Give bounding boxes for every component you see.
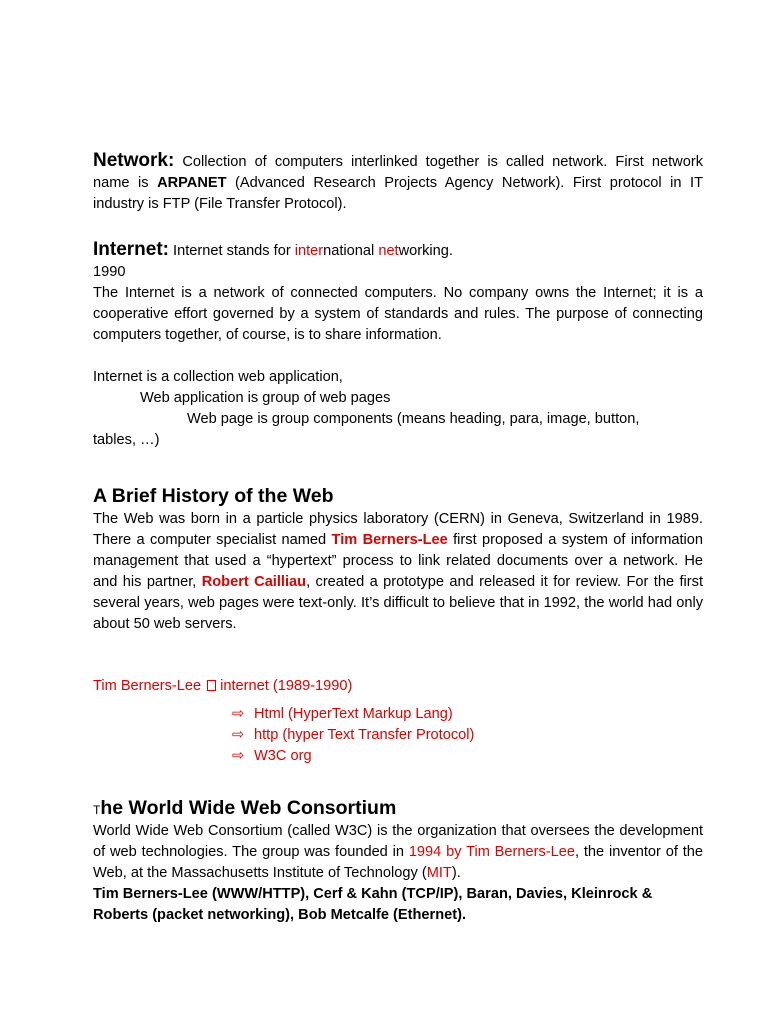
internet-line-1: Internet is a collection web application, [93, 369, 343, 385]
history-text-3: , created a prototype and released it for review. For the first several years, web pages were text-only. It’s difficult to believe that in 1992, the world had only about 50 web servers. [93, 574, 703, 632]
w3c-heading-t: T [93, 803, 101, 817]
arrow-right-icon: ⇨ [232, 748, 245, 764]
network-paragraph [93, 150, 703, 215]
timeline-name: Tim Berners-Lee [93, 678, 202, 694]
internet-intro: Internet stands for [169, 243, 295, 259]
national-text: national [323, 243, 379, 259]
arrow-right-icon: ⇨ [232, 706, 245, 722]
timeline-line [93, 676, 703, 697]
internet-line-3: Web page is group components (means heading, para, image, button, [187, 411, 640, 427]
missing-glyph-icon [207, 680, 216, 691]
network-heading: Network: [93, 150, 175, 171]
tbl-name: Tim Berners-Lee [331, 532, 448, 548]
internet-line-4: tables, …) [93, 432, 160, 448]
arrow-right-icon: ⇨ [232, 727, 245, 743]
w3c-paragraph [93, 821, 703, 884]
timeline-text: internet (1989-1990) [220, 678, 353, 694]
working-text: working. [398, 243, 453, 259]
history-text-2: first proposed a system of information management that used a “hypertext” process to link related documents over a network. He and his partner, [93, 532, 704, 590]
internet-heading: Internet: [93, 239, 169, 260]
w3c-text-1: World Wide Web Consortium (called W3C) is the organization that oversees the development of web technologies. The group was founded in [93, 823, 703, 860]
history-list [232, 704, 474, 767]
w3c-heading-rest: he World Wide Web Consortium [100, 797, 397, 819]
net-highlight: net [378, 243, 399, 259]
list-item [232, 704, 474, 725]
w3c-text-3: ). [451, 865, 461, 881]
internet-heading-line [93, 239, 703, 262]
w3c-founded: 1994 by Tim Berners-Lee [408, 844, 575, 860]
network-text-2: (Advanced Research Projects Agency Network). First protocol in IT industry is FTP (File Transfer Protocol). [93, 175, 704, 212]
list-item [232, 746, 474, 767]
list-item-text: http (hyper Text Transfer Protocol) [254, 727, 475, 743]
rc-name: Robert Cailliau [201, 574, 307, 590]
arpanet-term: ARPANET [157, 175, 227, 191]
inter-highlight: inter [294, 243, 324, 259]
list-item-text: W3C org [254, 748, 312, 764]
list-item-text: Html (HyperText Markup Lang) [254, 706, 453, 722]
history-text-1: The Web was born in a particle physics laboratory (CERN) in Geneva, Switzerland in 1989. There a computer specialist named [93, 511, 703, 548]
list-item [232, 725, 474, 746]
internet-year: 1990 [93, 264, 126, 280]
w3c-text-2: , the inventor of the Web, at the Massachusetts Institute of Technology ( [93, 844, 703, 881]
mit-highlight: MIT [426, 865, 452, 881]
w3c-heading [93, 795, 703, 823]
history-paragraph [93, 509, 703, 635]
history-heading: A Brief History of the Web [93, 485, 334, 507]
internet-line-2: Web application is group of web pages [140, 390, 391, 406]
network-text-1: Collection of computers interlinked together is called network. First network name is [93, 154, 703, 191]
internet-paragraph: The Internet is a network of connected computers. No company owns the Internet; it is a cooperative effort governed by a system of standards and rules. The purpose of connecting computers together, of course, is to share information. [93, 285, 703, 343]
pioneers-paragraph: Tim Berners-Lee (WWW/HTTP), Cerf & Kahn (TCP/IP), Baran, Davies, Kleinrock & Roberts (packet networking), Bob Metcalfe (Ethernet). [93, 886, 653, 923]
